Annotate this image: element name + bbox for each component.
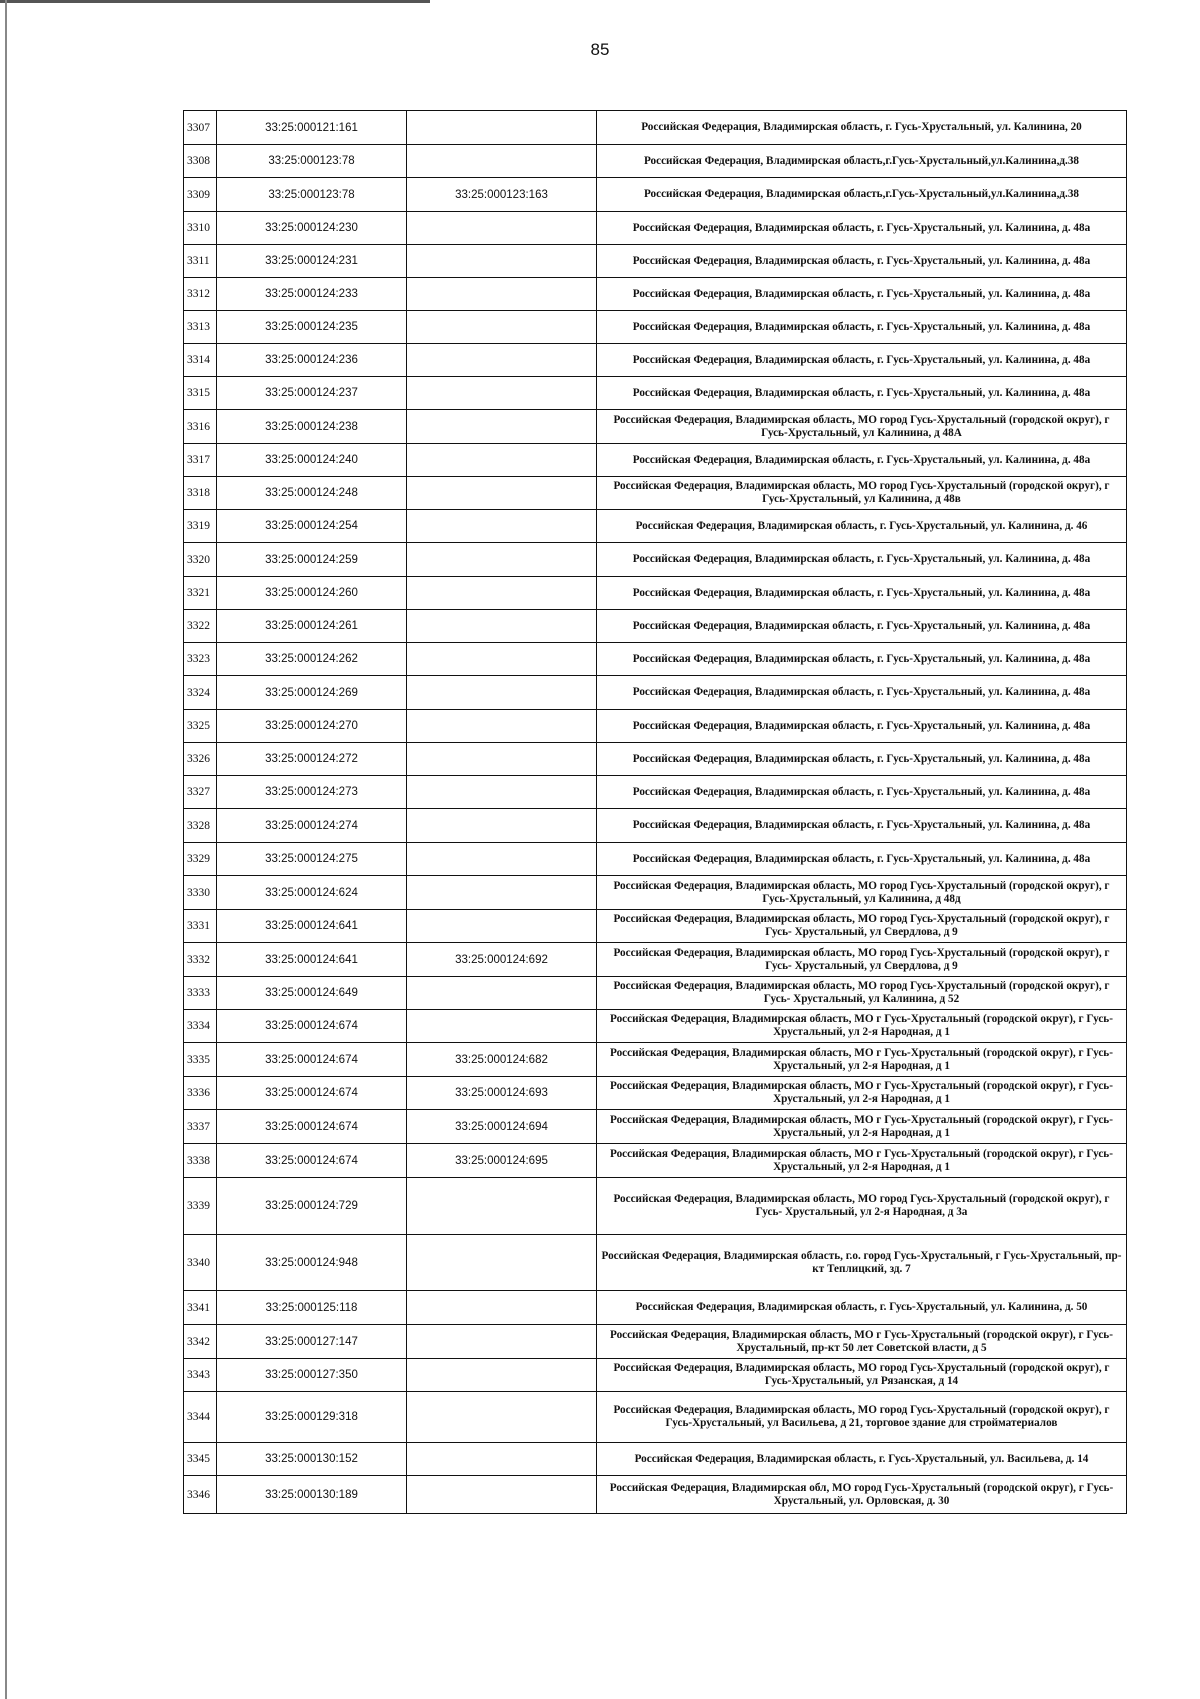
related-cadastral-number bbox=[407, 1178, 597, 1235]
address: Российская Федерация, Владимирская область, МО город Гусь-Хрустальный (городской округ), г Гусь-Хрустальный, ул Васильева, д 21, торговое здание для стройматериалов bbox=[597, 1392, 1127, 1443]
table-row bbox=[184, 1010, 1127, 1043]
row-number: 3346 bbox=[184, 1476, 217, 1514]
cadastral-number: 33:25:000123:78 bbox=[217, 178, 407, 212]
related-cadastral-number: 33:25:000124:695 bbox=[407, 1144, 597, 1178]
row-number: 3324 bbox=[184, 676, 217, 710]
related-cadastral-number bbox=[407, 1291, 597, 1325]
address: Российская Федерация, Владимирская область, МО г Гусь-Хрустальный (городской округ), г Гусь-Хрустальный, ул 2-я Народная, д 1 bbox=[597, 1144, 1127, 1178]
table-row bbox=[184, 676, 1127, 710]
cadastral-number: 33:25:000124:273 bbox=[217, 776, 407, 809]
cadastral-number: 33:25:000124:649 bbox=[217, 977, 407, 1010]
address: Российская Федерация, Владимирская область, МО г Гусь-Хрустальный (городской округ), г Гусь-Хрустальный, ул 2-я Народная, д 1 bbox=[597, 1077, 1127, 1110]
table-row bbox=[184, 510, 1127, 543]
row-number: 3310 bbox=[184, 212, 217, 245]
row-number: 3316 bbox=[184, 410, 217, 444]
row-number: 3336 bbox=[184, 1077, 217, 1110]
address: Российская Федерация, Владимирская область, г. Гусь-Хрустальный, ул. Калинина, д. 48а bbox=[597, 743, 1127, 776]
cadastral-number: 33:25:000124:240 bbox=[217, 444, 407, 477]
row-number: 3345 bbox=[184, 1443, 217, 1476]
address: Российская Федерация, Владимирская область, г. Гусь-Хрустальный, ул. Васильева, д. 14 bbox=[597, 1443, 1127, 1476]
address: Российская Федерация, Владимирская область, г. Гусь-Хрустальный, ул. Калинина, д. 48а bbox=[597, 245, 1127, 278]
row-number: 3312 bbox=[184, 278, 217, 311]
related-cadastral-number bbox=[407, 876, 597, 910]
row-number: 3319 bbox=[184, 510, 217, 543]
cadastral-number: 33:25:000124:274 bbox=[217, 809, 407, 843]
address: Российская Федерация, Владимирская область, МО город Гусь-Хрустальный (городской округ), г Гусь- Хрустальный, ул Свердлова, д 9 bbox=[597, 910, 1127, 943]
table-row bbox=[184, 577, 1127, 610]
related-cadastral-number bbox=[407, 676, 597, 710]
cadastral-number: 33:25:000124:275 bbox=[217, 843, 407, 876]
address: Российская Федерация, Владимирская область, г. Гусь-Хрустальный, ул. Калинина, д. 48а bbox=[597, 577, 1127, 610]
related-cadastral-number: 33:25:000124:694 bbox=[407, 1110, 597, 1144]
row-number: 3335 bbox=[184, 1043, 217, 1077]
cadastral-number: 33:25:000129:318 bbox=[217, 1392, 407, 1443]
related-cadastral-number bbox=[407, 776, 597, 809]
table-row bbox=[184, 1077, 1127, 1110]
cadastral-number: 33:25:000124:230 bbox=[217, 212, 407, 245]
row-number: 3307 bbox=[184, 111, 217, 145]
registry-table bbox=[183, 110, 1127, 1514]
table-row bbox=[184, 178, 1127, 212]
address: Российская Федерация, Владимирская область, г. Гусь-Хрустальный, ул. Калинина, д. 48а bbox=[597, 843, 1127, 876]
related-cadastral-number bbox=[407, 278, 597, 311]
table-row bbox=[184, 111, 1127, 145]
related-cadastral-number bbox=[407, 910, 597, 943]
row-number: 3337 bbox=[184, 1110, 217, 1144]
cadastral-number: 33:25:000124:262 bbox=[217, 643, 407, 676]
address: Российская Федерация, Владимирская область, МО город Гусь-Хрустальный (городской округ), г Гусь-Хрустальный, ул Калинина, д 48д bbox=[597, 876, 1127, 910]
related-cadastral-number bbox=[407, 543, 597, 577]
scan-edge-left bbox=[5, 0, 7, 1699]
row-number: 3331 bbox=[184, 910, 217, 943]
related-cadastral-number bbox=[407, 1392, 597, 1443]
table-row bbox=[184, 145, 1127, 178]
related-cadastral-number bbox=[407, 643, 597, 676]
cadastral-number: 33:25:000124:248 bbox=[217, 477, 407, 510]
address: Российская Федерация, Владимирская область, г.о. город Гусь-Хрустальный, г Гусь-Хрустальный, пр-кт Теплицкий, зд. 7 bbox=[597, 1235, 1127, 1291]
row-number: 3338 bbox=[184, 1144, 217, 1178]
table-row bbox=[184, 344, 1127, 377]
address: Российская Федерация, Владимирская область, МО город Гусь-Хрустальный (городской округ), г Гусь-Хрустальный, ул Калинина, д 48в bbox=[597, 477, 1127, 510]
related-cadastral-number bbox=[407, 610, 597, 643]
table-row bbox=[184, 1325, 1127, 1359]
cadastral-number: 33:25:000124:259 bbox=[217, 543, 407, 577]
table-row bbox=[184, 212, 1127, 245]
address: Российская Федерация, Владимирская область, МО город Гусь-Хрустальный (городской округ), г Гусь- Хрустальный, ул Калинина, д 52 bbox=[597, 977, 1127, 1010]
row-number: 3317 bbox=[184, 444, 217, 477]
related-cadastral-number bbox=[407, 743, 597, 776]
related-cadastral-number bbox=[407, 577, 597, 610]
related-cadastral-number bbox=[407, 710, 597, 743]
table-row bbox=[184, 477, 1127, 510]
address: Российская Федерация, Владимирская область,г.Гусь-Хрустальный,ул.Калинина,д.38 bbox=[597, 178, 1127, 212]
row-number: 3326 bbox=[184, 743, 217, 776]
address: Российская Федерация, Владимирская область, г. Гусь-Хрустальный, ул. Калинина, д. 48а bbox=[597, 212, 1127, 245]
cadastral-number: 33:25:000123:78 bbox=[217, 145, 407, 178]
table-row bbox=[184, 977, 1127, 1010]
table-row bbox=[184, 1144, 1127, 1178]
row-number: 3328 bbox=[184, 809, 217, 843]
address: Российская Федерация, Владимирская область, г. Гусь-Хрустальный, ул. Калинина, д. 48а bbox=[597, 444, 1127, 477]
table-row bbox=[184, 710, 1127, 743]
related-cadastral-number bbox=[407, 477, 597, 510]
registry-table-body bbox=[184, 111, 1127, 1514]
cadastral-number: 33:25:000124:269 bbox=[217, 676, 407, 710]
cadastral-number: 33:25:000124:235 bbox=[217, 311, 407, 344]
cadastral-number: 33:25:000124:674 bbox=[217, 1077, 407, 1110]
row-number: 3344 bbox=[184, 1392, 217, 1443]
related-cadastral-number bbox=[407, 410, 597, 444]
row-number: 3321 bbox=[184, 577, 217, 610]
address: Российская Федерация, Владимирская область, МО город Гусь-Хрустальный (городской округ), г Гусь-Хрустальный, ул Рязанская, д 14 bbox=[597, 1359, 1127, 1392]
related-cadastral-number: 33:25:000123:163 bbox=[407, 178, 597, 212]
cadastral-number: 33:25:000124:729 bbox=[217, 1178, 407, 1235]
address: Российская Федерация, Владимирская область, г. Гусь-Хрустальный, ул. Калинина, д. 48а bbox=[597, 676, 1127, 710]
cadastral-number: 33:25:000124:272 bbox=[217, 743, 407, 776]
address: Российская Федерация, Владимирская область, МО город Гусь-Хрустальный (городской округ), г Гусь- Хрустальный, ул Свердлова, д 9 bbox=[597, 943, 1127, 977]
address: Российская Федерация, Владимирская область, г. Гусь-Хрустальный, ул. Калинина, д. 48а bbox=[597, 377, 1127, 410]
cadastral-number: 33:25:000124:624 bbox=[217, 876, 407, 910]
related-cadastral-number bbox=[407, 111, 597, 145]
table-row bbox=[184, 776, 1127, 809]
address: Российская Федерация, Владимирская область, МО город Гусь-Хрустальный (городской округ), г Гусь-Хрустальный, ул Калинина, д 48А bbox=[597, 410, 1127, 444]
table-row bbox=[184, 245, 1127, 278]
address: Российская Федерация, Владимирская область, г. Гусь-Хрустальный, ул. Калинина, д. 50 bbox=[597, 1291, 1127, 1325]
table-row bbox=[184, 444, 1127, 477]
address: Российская Федерация, Владимирская область, МО г Гусь-Хрустальный (городской округ), г Гусь-Хрустальный, ул 2-я Народная, д 1 bbox=[597, 1043, 1127, 1077]
row-number: 3327 bbox=[184, 776, 217, 809]
related-cadastral-number: 33:25:000124:693 bbox=[407, 1077, 597, 1110]
row-number: 3332 bbox=[184, 943, 217, 977]
address: Российская Федерация, Владимирская область, МО г Гусь-Хрустальный (городской округ), г Гусь-Хрустальный, пр-кт 50 лет Советской власти, д 5 bbox=[597, 1325, 1127, 1359]
table-row bbox=[184, 543, 1127, 577]
cadastral-number: 33:25:000124:948 bbox=[217, 1235, 407, 1291]
table-row bbox=[184, 910, 1127, 943]
table-row bbox=[184, 1235, 1127, 1291]
row-number: 3309 bbox=[184, 178, 217, 212]
related-cadastral-number: 33:25:000124:692 bbox=[407, 943, 597, 977]
table-row bbox=[184, 377, 1127, 410]
cadastral-number: 33:25:000130:152 bbox=[217, 1443, 407, 1476]
address: Российская Федерация, Владимирская область,г.Гусь-Хрустальный,ул.Калинина,д.38 bbox=[597, 145, 1127, 178]
address: Российская Федерация, Владимирская область, г. Гусь-Хрустальный, ул. Калинина, д. 48а bbox=[597, 278, 1127, 311]
cadastral-number: 33:25:000124:233 bbox=[217, 278, 407, 311]
address: Российская Федерация, Владимирская область, г. Гусь-Хрустальный, ул. Калинина, д. 48а bbox=[597, 643, 1127, 676]
row-number: 3311 bbox=[184, 245, 217, 278]
row-number: 3339 bbox=[184, 1178, 217, 1235]
cadastral-number: 33:25:000127:350 bbox=[217, 1359, 407, 1392]
table-row bbox=[184, 1476, 1127, 1514]
page-number: 85 bbox=[590, 40, 610, 59]
cadastral-number: 33:25:000127:147 bbox=[217, 1325, 407, 1359]
row-number: 3340 bbox=[184, 1235, 217, 1291]
related-cadastral-number bbox=[407, 1443, 597, 1476]
row-number: 3341 bbox=[184, 1291, 217, 1325]
cadastral-number: 33:25:000124:237 bbox=[217, 377, 407, 410]
row-number: 3325 bbox=[184, 710, 217, 743]
related-cadastral-number bbox=[407, 245, 597, 278]
cadastral-number: 33:25:000130:189 bbox=[217, 1476, 407, 1514]
row-number: 3329 bbox=[184, 843, 217, 876]
address: Российская Федерация, Владимирская область, г. Гусь-Хрустальный, ул. Калинина, д. 48а bbox=[597, 344, 1127, 377]
address: Российская Федерация, Владимирская область, г. Гусь-Хрустальный, ул. Калинина, д. 48а bbox=[597, 710, 1127, 743]
cadastral-number: 33:25:000124:260 bbox=[217, 577, 407, 610]
table-row bbox=[184, 1178, 1127, 1235]
related-cadastral-number bbox=[407, 843, 597, 876]
related-cadastral-number bbox=[407, 311, 597, 344]
cadastral-number: 33:25:000124:270 bbox=[217, 710, 407, 743]
cadastral-number: 33:25:000124:231 bbox=[217, 245, 407, 278]
address: Российская Федерация, Владимирская область, г. Гусь-Хрустальный, ул. Калинина, д. 46 bbox=[597, 510, 1127, 543]
table-row bbox=[184, 843, 1127, 876]
table-row bbox=[184, 410, 1127, 444]
related-cadastral-number bbox=[407, 1010, 597, 1043]
table-row bbox=[184, 943, 1127, 977]
table-row bbox=[184, 1359, 1127, 1392]
scan-edge-top bbox=[0, 0, 430, 3]
table-row bbox=[184, 278, 1127, 311]
related-cadastral-number bbox=[407, 977, 597, 1010]
related-cadastral-number bbox=[407, 377, 597, 410]
row-number: 3342 bbox=[184, 1325, 217, 1359]
row-number: 3314 bbox=[184, 344, 217, 377]
address: Российская Федерация, Владимирская область, г. Гусь-Хрустальный, ул. Калинина, д. 48а bbox=[597, 610, 1127, 643]
table-row bbox=[184, 1110, 1127, 1144]
related-cadastral-number bbox=[407, 809, 597, 843]
cadastral-number: 33:25:000124:674 bbox=[217, 1110, 407, 1144]
related-cadastral-number: 33:25:000124:682 bbox=[407, 1043, 597, 1077]
row-number: 3308 bbox=[184, 145, 217, 178]
table-row bbox=[184, 743, 1127, 776]
cadastral-number: 33:25:000124:236 bbox=[217, 344, 407, 377]
related-cadastral-number bbox=[407, 1359, 597, 1392]
address: Российская Федерация, Владимирская область, МО г Гусь-Хрустальный (городской округ), г Гусь-Хрустальный, ул 2-я Народная, д 1 bbox=[597, 1010, 1127, 1043]
address: Российская Федерация, Владимирская область, МО г Гусь-Хрустальный (городской округ), г Гусь-Хрустальный, ул 2-я Народная, д 1 bbox=[597, 1110, 1127, 1144]
address: Российская Федерация, Владимирская обл, МО город Гусь-Хрустальный (городской округ), г Гусь-Хрустальный, ул. Орловская, д. 30 bbox=[597, 1476, 1127, 1514]
row-number: 3313 bbox=[184, 311, 217, 344]
related-cadastral-number bbox=[407, 1325, 597, 1359]
related-cadastral-number bbox=[407, 444, 597, 477]
address: Российская Федерация, Владимирская область, г. Гусь-Хрустальный, ул. Калинина, д. 48а bbox=[597, 311, 1127, 344]
table-row bbox=[184, 610, 1127, 643]
row-number: 3330 bbox=[184, 876, 217, 910]
table-row bbox=[184, 1291, 1127, 1325]
cadastral-number: 33:25:000125:118 bbox=[217, 1291, 407, 1325]
row-number: 3320 bbox=[184, 543, 217, 577]
cadastral-number: 33:25:000124:261 bbox=[217, 610, 407, 643]
related-cadastral-number bbox=[407, 1235, 597, 1291]
related-cadastral-number bbox=[407, 145, 597, 178]
row-number: 3334 bbox=[184, 1010, 217, 1043]
address: Российская Федерация, Владимирская область, г. Гусь-Хрустальный, ул. Калинина, д. 48а bbox=[597, 543, 1127, 577]
cadastral-number: 33:25:000124:641 bbox=[217, 943, 407, 977]
cadastral-number: 33:25:000124:674 bbox=[217, 1010, 407, 1043]
cadastral-number: 33:25:000124:641 bbox=[217, 910, 407, 943]
table-row bbox=[184, 643, 1127, 676]
row-number: 3333 bbox=[184, 977, 217, 1010]
cadastral-number: 33:25:000124:674 bbox=[217, 1144, 407, 1178]
row-number: 3318 bbox=[184, 477, 217, 510]
table-row bbox=[184, 1043, 1127, 1077]
row-number: 3322 bbox=[184, 610, 217, 643]
address: Российская Федерация, Владимирская область, МО город Гусь-Хрустальный (городской округ), г Гусь- Хрустальный, ул 2-я Народная, д 3а bbox=[597, 1178, 1127, 1235]
related-cadastral-number bbox=[407, 344, 597, 377]
row-number: 3323 bbox=[184, 643, 217, 676]
table-row bbox=[184, 311, 1127, 344]
cadastral-number: 33:25:000124:674 bbox=[217, 1043, 407, 1077]
related-cadastral-number bbox=[407, 212, 597, 245]
table-row bbox=[184, 809, 1127, 843]
related-cadastral-number bbox=[407, 1476, 597, 1514]
table-row bbox=[184, 1443, 1127, 1476]
table-row bbox=[184, 876, 1127, 910]
address: Российская Федерация, Владимирская область, г. Гусь-Хрустальный, ул. Калинина, д. 48а bbox=[597, 776, 1127, 809]
address: Российская Федерация, Владимирская область, г. Гусь-Хрустальный, ул. Калинина, 20 bbox=[597, 111, 1127, 145]
row-number: 3343 bbox=[184, 1359, 217, 1392]
cadastral-number: 33:25:000124:238 bbox=[217, 410, 407, 444]
cadastral-number: 33:25:000124:254 bbox=[217, 510, 407, 543]
row-number: 3315 bbox=[184, 377, 217, 410]
cadastral-number: 33:25:000121:161 bbox=[217, 111, 407, 145]
address: Российская Федерация, Владимирская область, г. Гусь-Хрустальный, ул. Калинина, д. 48а bbox=[597, 809, 1127, 843]
table-row bbox=[184, 1392, 1127, 1443]
related-cadastral-number bbox=[407, 510, 597, 543]
